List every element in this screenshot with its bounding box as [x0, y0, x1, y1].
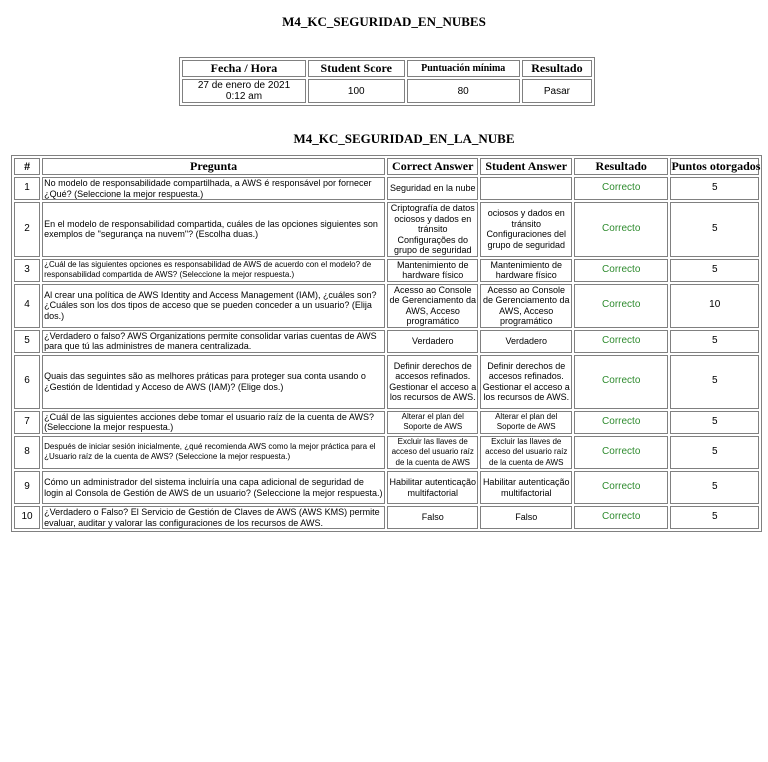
student-answer: Falso [480, 506, 571, 529]
question-text: Al crear una política de AWS Identity and Access Management (IAM), ¿cuáles son? ¿Cuáles son los dos tipos de acceso que se pueden conceder a un usuario? (Elija dos.) [42, 284, 385, 328]
header-student-answer: Student Answer [480, 158, 571, 175]
row-number: 5 [14, 330, 40, 353]
points-awarded: 5 [670, 259, 759, 282]
result-status: Correcto [574, 259, 669, 282]
points-awarded: 10 [670, 284, 759, 328]
header-correct-answer: Correct Answer [387, 158, 478, 175]
correct-answer: Criptografía de datos ociosos y dados en tránsito Configurações do grupo de seguridad [387, 202, 478, 257]
student-answer: ociosos y dados en tránsito Configuraciones del grupo de seguridad [480, 202, 571, 257]
correct-answer: Excluir las llaves de acceso del usuario raíz de la cuenta de AWS [387, 436, 478, 470]
student-answer: Habilitar autenticação multifactorial [480, 471, 571, 504]
result-status: Correcto [574, 411, 669, 434]
points-awarded: 5 [670, 471, 759, 504]
question-text: Quais das seguintes são as melhores práticas para proteger sua conta usando o ¿Gestión de Identidad y Acceso de AWS (IAM)? (Elige dos.) [42, 355, 385, 409]
question-text: No modelo de responsabilidade compartilhada, a AWS é responsável por fornecer ¿Qué? (Seleccione la mejor respuesta.) [42, 177, 385, 200]
correct-answer: Seguridad en la nube [387, 177, 478, 200]
row-number: 10 [14, 506, 40, 529]
summary-header-result: Resultado [522, 60, 592, 77]
table-row [14, 259, 759, 282]
correct-answer: Definir derechos de accesos refinados. Gestionar el acceso a los recursos de AWS. [387, 355, 478, 409]
summary-header-date: Fecha / Hora [182, 60, 306, 77]
points-awarded: 5 [670, 202, 759, 257]
summary-header-row [182, 60, 592, 77]
student-answer: Definir derechos de accesos refinados. Gestionar el acceso a los recursos de AWS. [480, 355, 571, 409]
row-number: 3 [14, 259, 40, 282]
points-awarded: 5 [670, 177, 759, 200]
table-row [14, 436, 759, 470]
points-awarded: 5 [670, 506, 759, 529]
question-text: ¿Verdadero o falso? AWS Organizations permite consolidar varias cuentas de AWS para que tú las administres de manera centralizada. [42, 330, 385, 353]
table-row [14, 284, 759, 328]
summary-result: Pasar [522, 79, 592, 103]
summary-row [182, 79, 592, 103]
table-row [14, 506, 759, 529]
row-number: 9 [14, 471, 40, 504]
page-title: M4_KC_SEGURIDAD_EN_NUBES [282, 14, 486, 29]
summary-date: 27 de enero de 2021 [197, 80, 291, 91]
header-result: Resultado [574, 158, 669, 175]
table-row [14, 177, 759, 200]
summary-min-score: 80 [407, 79, 520, 103]
row-number: 1 [14, 177, 40, 200]
result-status: Correcto [574, 436, 669, 470]
summary-header-min-score: Puntuación mínima [407, 60, 520, 77]
header-number: # [14, 158, 40, 175]
row-number: 2 [14, 202, 40, 257]
correct-answer: Falso [387, 506, 478, 529]
points-awarded: 5 [670, 330, 759, 353]
question-text: ¿Cuál de las siguientes acciones debe tomar el usuario raíz de la cuenta de AWS? (Seleccione la mejor respuesta.) [42, 411, 385, 434]
correct-answer: Acesso ao Console de Gerenciamento da AWS, Acceso programático [387, 284, 478, 328]
row-number: 6 [14, 355, 40, 409]
summary-table [179, 57, 595, 106]
table-row [14, 202, 759, 257]
result-status: Correcto [574, 177, 669, 200]
question-text: Después de iniciar sesión inicialmente, ¿qué recomienda AWS como la mejor práctica para el ¿Usuario raíz de la cuenta de AWS? (Seleccione la mejor respuesta.) [42, 436, 385, 470]
correct-answer: Verdadero [387, 330, 478, 353]
table-row [14, 411, 759, 434]
header-question: Pregunta [42, 158, 385, 175]
question-text: ¿Verdadero o Falso? El Servicio de Gestión de Claves de AWS (AWS KMS) permite evaluar, auditar y valorar las configuraciones de los recursos de AWS. [42, 506, 385, 529]
question-text: ¿Cuál de las siguientes opciones es responsabilidad de AWS de acuerdo con el modelo? de responsabilidad compartida de AWS? (Seleccione la mejor respuesta.) [42, 259, 385, 282]
row-number: 7 [14, 411, 40, 434]
summary-date-cell [182, 79, 306, 103]
correct-answer: Mantenimiento de hardware físico [387, 259, 478, 282]
points-awarded: 5 [670, 355, 759, 409]
header-points: Puntos otorgados [671, 159, 761, 173]
student-answer: Acesso ao Console de Gerenciamento da AWS, Acceso programático [480, 284, 571, 328]
summary-header-score: Student Score [308, 60, 405, 77]
question-text: Cómo un administrador del sistema incluiría una capa adicional de seguridad de login al Consola de Gestión de AWS de un usuario? (Seleccione la mejor respuesta.) [42, 471, 385, 504]
results-header-row [14, 158, 759, 175]
result-status: Correcto [574, 202, 669, 257]
points-awarded: 5 [670, 411, 759, 434]
results-table [11, 155, 762, 532]
table-row [14, 471, 759, 504]
result-status: Correcto [574, 284, 669, 328]
points-awarded: 5 [670, 436, 759, 470]
summary-time: 0:12 am [225, 91, 263, 102]
question-text: En el modelo de responsabilidad compartida, cuáles de las opciones siguientes son exemplos de "segurança na nuvem"? (Escolha duas.) [42, 202, 385, 257]
result-status: Correcto [574, 330, 669, 353]
result-status: Correcto [574, 471, 669, 504]
correct-answer: Habilitar autenticação multifactorial [387, 471, 478, 504]
student-answer: Excluir las llaves de acceso del usuario raíz de la cuenta de AWS [480, 436, 571, 470]
quiz-title: M4_KC_SEGURIDAD_EN_LA_NUBE [293, 131, 515, 146]
result-status: Correcto [574, 506, 669, 529]
student-answer: Alterar el plan del Soporte de AWS [480, 411, 571, 434]
row-number: 4 [14, 284, 40, 328]
correct-answer: Alterar el plan del Soporte de AWS [387, 411, 478, 434]
table-row [14, 355, 759, 409]
table-row [14, 330, 759, 353]
student-answer [480, 177, 571, 200]
summary-score: 100 [308, 79, 405, 103]
student-answer: Verdadero [480, 330, 571, 353]
result-status: Correcto [574, 355, 669, 409]
row-number: 8 [14, 436, 40, 470]
student-answer: Mantenimiento de hardware físico [480, 259, 571, 282]
